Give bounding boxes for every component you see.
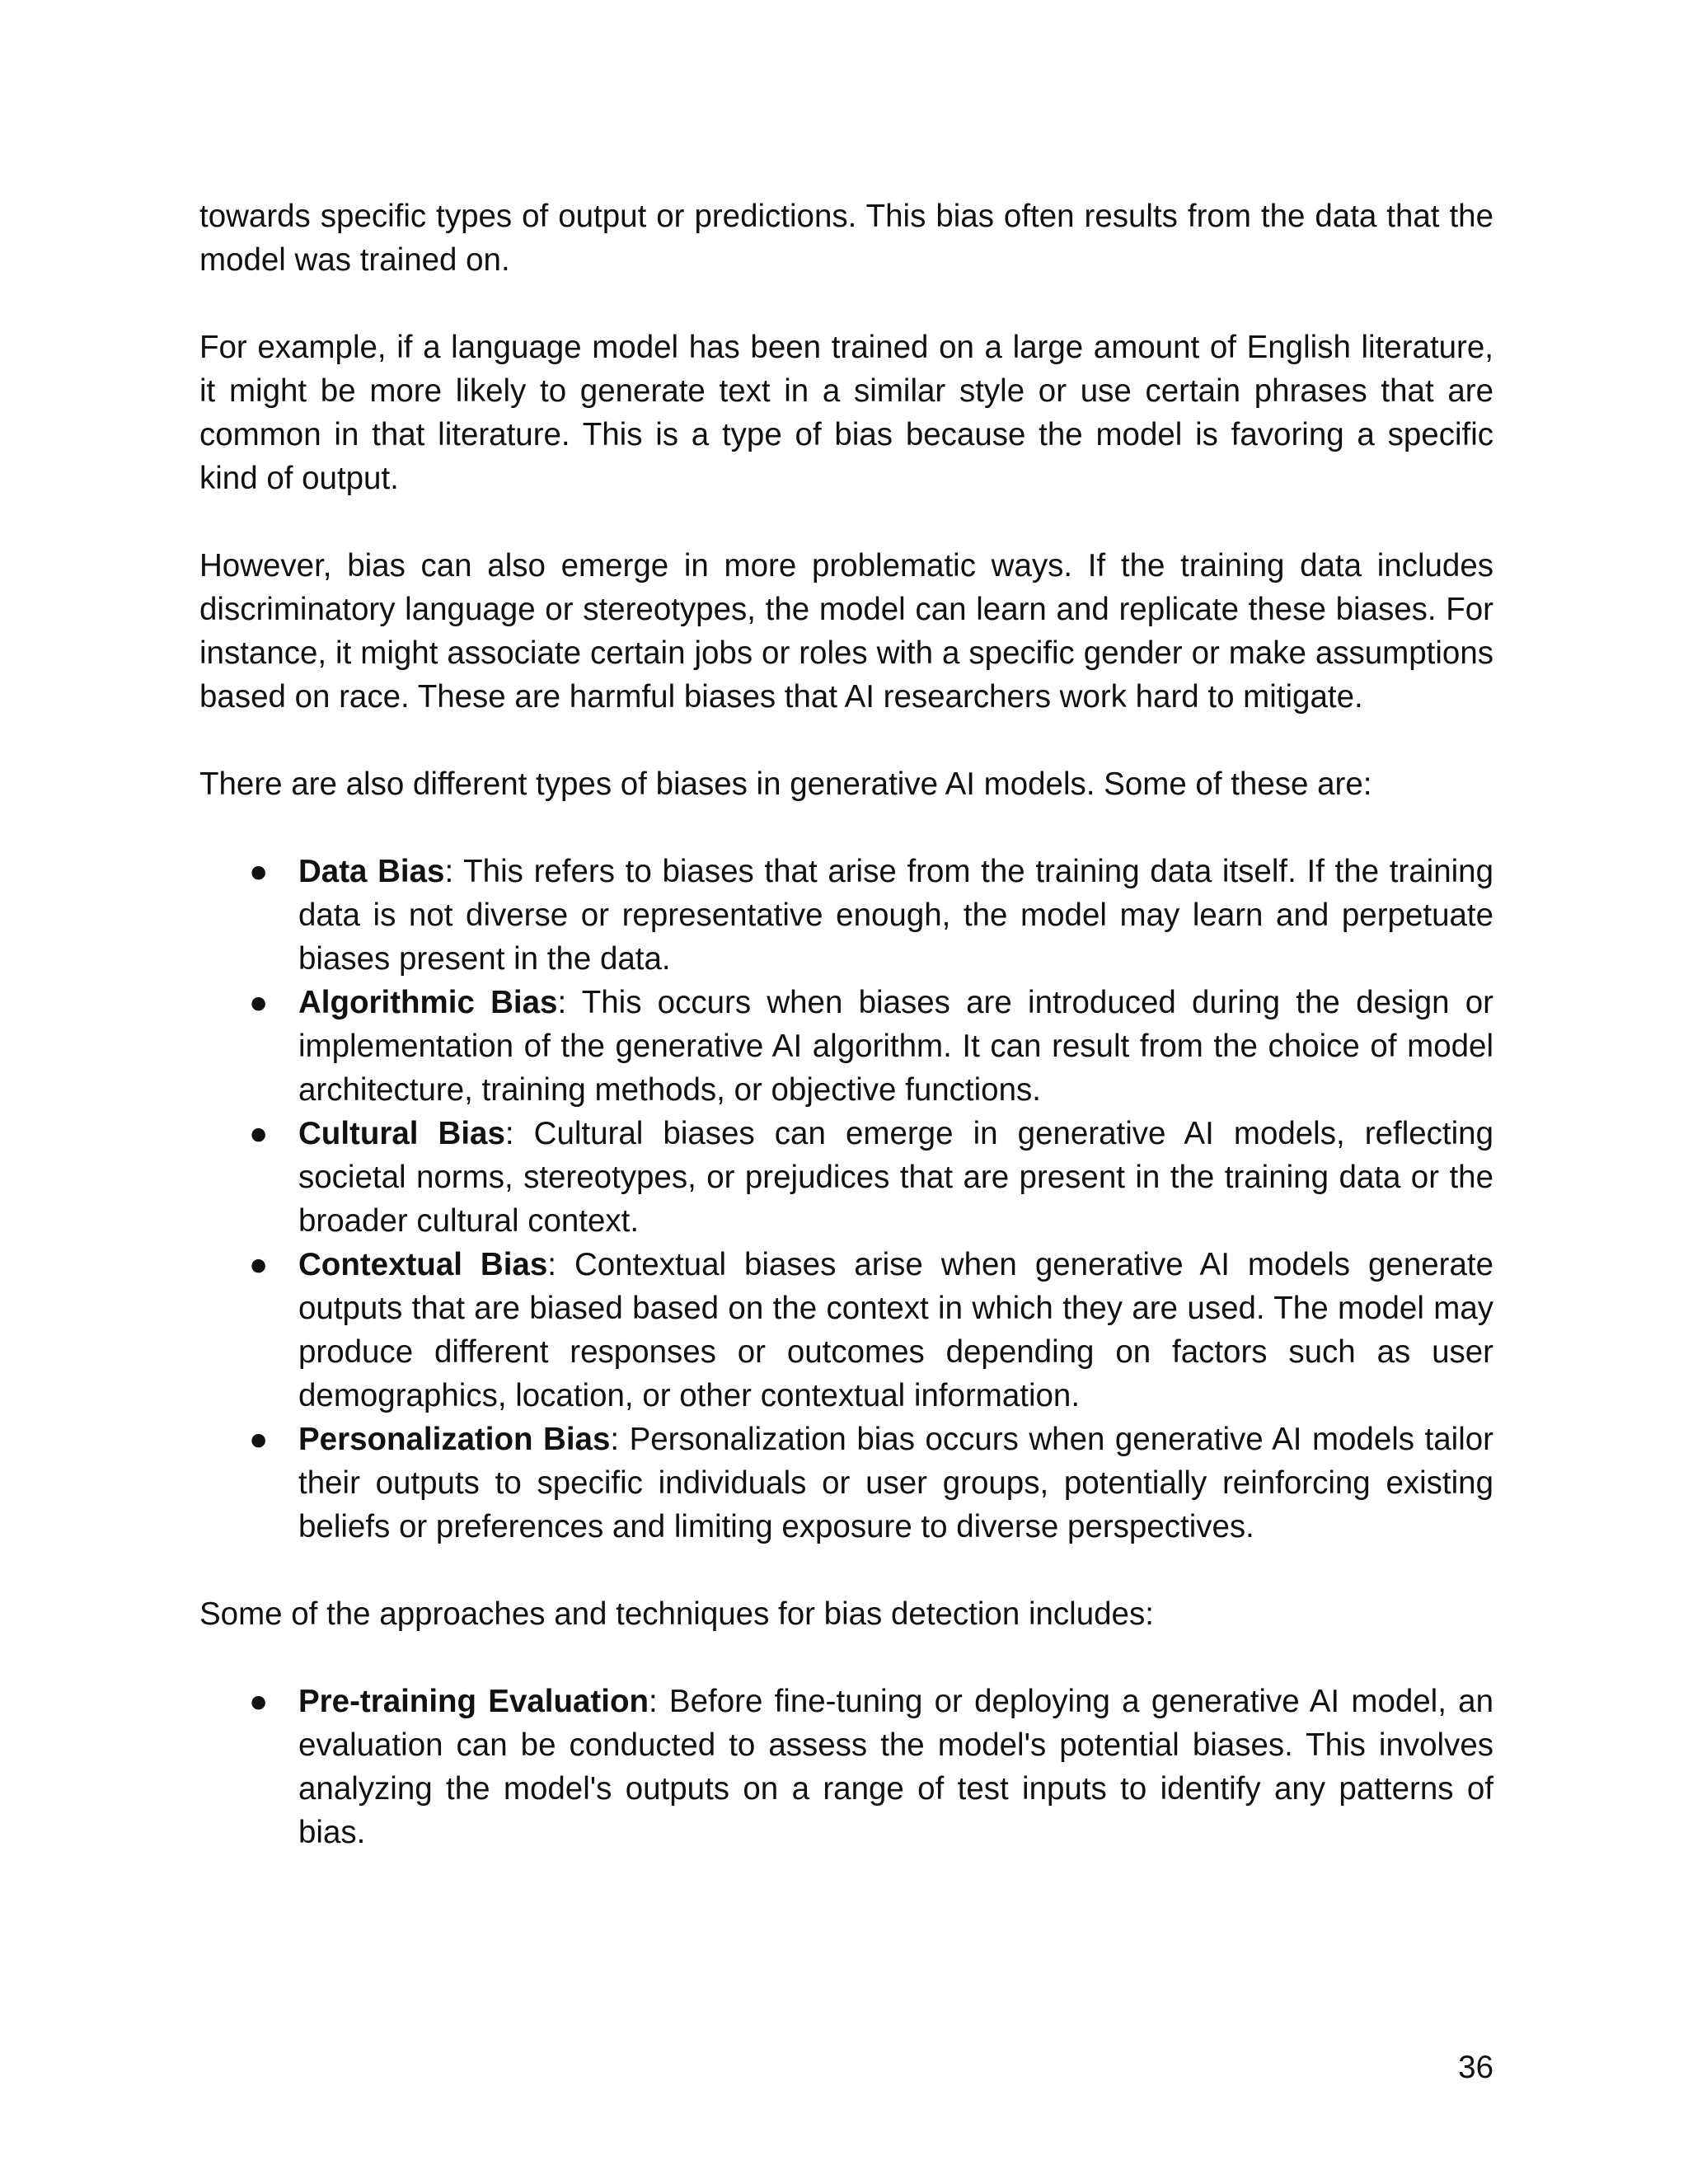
list-item-text: : Cultural biases can emerge in generative AI models, reflecting societal norms, stereotypes, or prejudices that are present in the training data or the broader cultural context. xyxy=(298,1116,1493,1239)
list-item xyxy=(199,850,1493,981)
list-item-text: : This occurs when biases are introduced during the design or implementation of the generative AI algorithm. It can result from the choice of model architecture, training methods, or objective functions. xyxy=(298,985,1493,1108)
list-item xyxy=(199,1418,1493,1549)
bullet-icon: ● xyxy=(249,1247,269,1282)
list-item-term: Personalization Bias xyxy=(298,1422,611,1457)
list-item xyxy=(199,1680,1493,1854)
detection-approaches-list xyxy=(199,1680,1493,1854)
list-item-text: : This refers to biases that arise from the training data itself. If the training data is not diverse or representative enough, the model may learn and perpetuate biases present in the data. xyxy=(298,854,1494,977)
paragraph-example: For example, if a language model has been trained on a large amount of English literature, it might be more likely to generate text in a similar style or use certain phrases that are common in that literature. This is a type of bias because the model is favoring a specific kind of output. xyxy=(199,330,1493,496)
list-item xyxy=(199,1243,1493,1418)
list-item-text: : Personalization bias occurs when generative AI models tailor their outputs to specific individuals or user groups, potentially reinforcing existing beliefs or preferences and limiting exposure to diverse perspectives. xyxy=(298,1422,1494,1544)
list-item-term: Contextual Bias xyxy=(298,1247,548,1282)
list-item xyxy=(199,981,1493,1112)
bullet-icon: ● xyxy=(249,1116,269,1151)
bias-types-list xyxy=(199,850,1493,1549)
bullet-icon: ● xyxy=(249,854,269,889)
list-item-text: : Before fine-tuning or deploying a generative AI model, an evaluation can be conducted to assess the model's potential biases. This involves analyzing the model's outputs on a range of test inputs to identify any patterns of bias. xyxy=(298,1684,1493,1850)
bullet-icon: ● xyxy=(249,1422,269,1457)
paragraph-bias-origin: towards specific types of output or predictions. This bias often results from the data that the model was trained on. xyxy=(199,199,1493,278)
list-item-term: Cultural Bias xyxy=(298,1116,505,1151)
list-item-term: Algorithmic Bias xyxy=(298,985,558,1020)
bullet-icon: ● xyxy=(249,985,269,1020)
document-page xyxy=(199,194,1493,1898)
page-number: 36 xyxy=(1458,2050,1493,2085)
list-item-text: : Contextual biases arise when generative AI models generate outputs that are biased based on the context in which they are used. The model may produce different responses or outcomes depending on factors such as user demographics, location, or other contextual information. xyxy=(298,1247,1493,1413)
list-item-term: Data Bias xyxy=(298,854,445,889)
bullet-icon: ● xyxy=(249,1684,269,1719)
list-item-term: Pre-training Evaluation xyxy=(298,1684,649,1719)
paragraph-types-intro: There are also different types of biases in generative AI models. Some of these are: xyxy=(199,766,1372,802)
paragraph-problematic-bias: However, bias can also emerge in more problematic ways. If the training data includes discriminatory language or stereotypes, the model can learn and replicate these biases. For instance, it might associate certain jobs or roles with a specific gender or make assumptions based on race. These are harmful biases that AI researchers work hard to mitigate. xyxy=(199,548,1493,715)
list-item xyxy=(199,1112,1493,1243)
paragraph-detection-intro: Some of the approaches and techniques for bias detection includes: xyxy=(199,1596,1154,1632)
